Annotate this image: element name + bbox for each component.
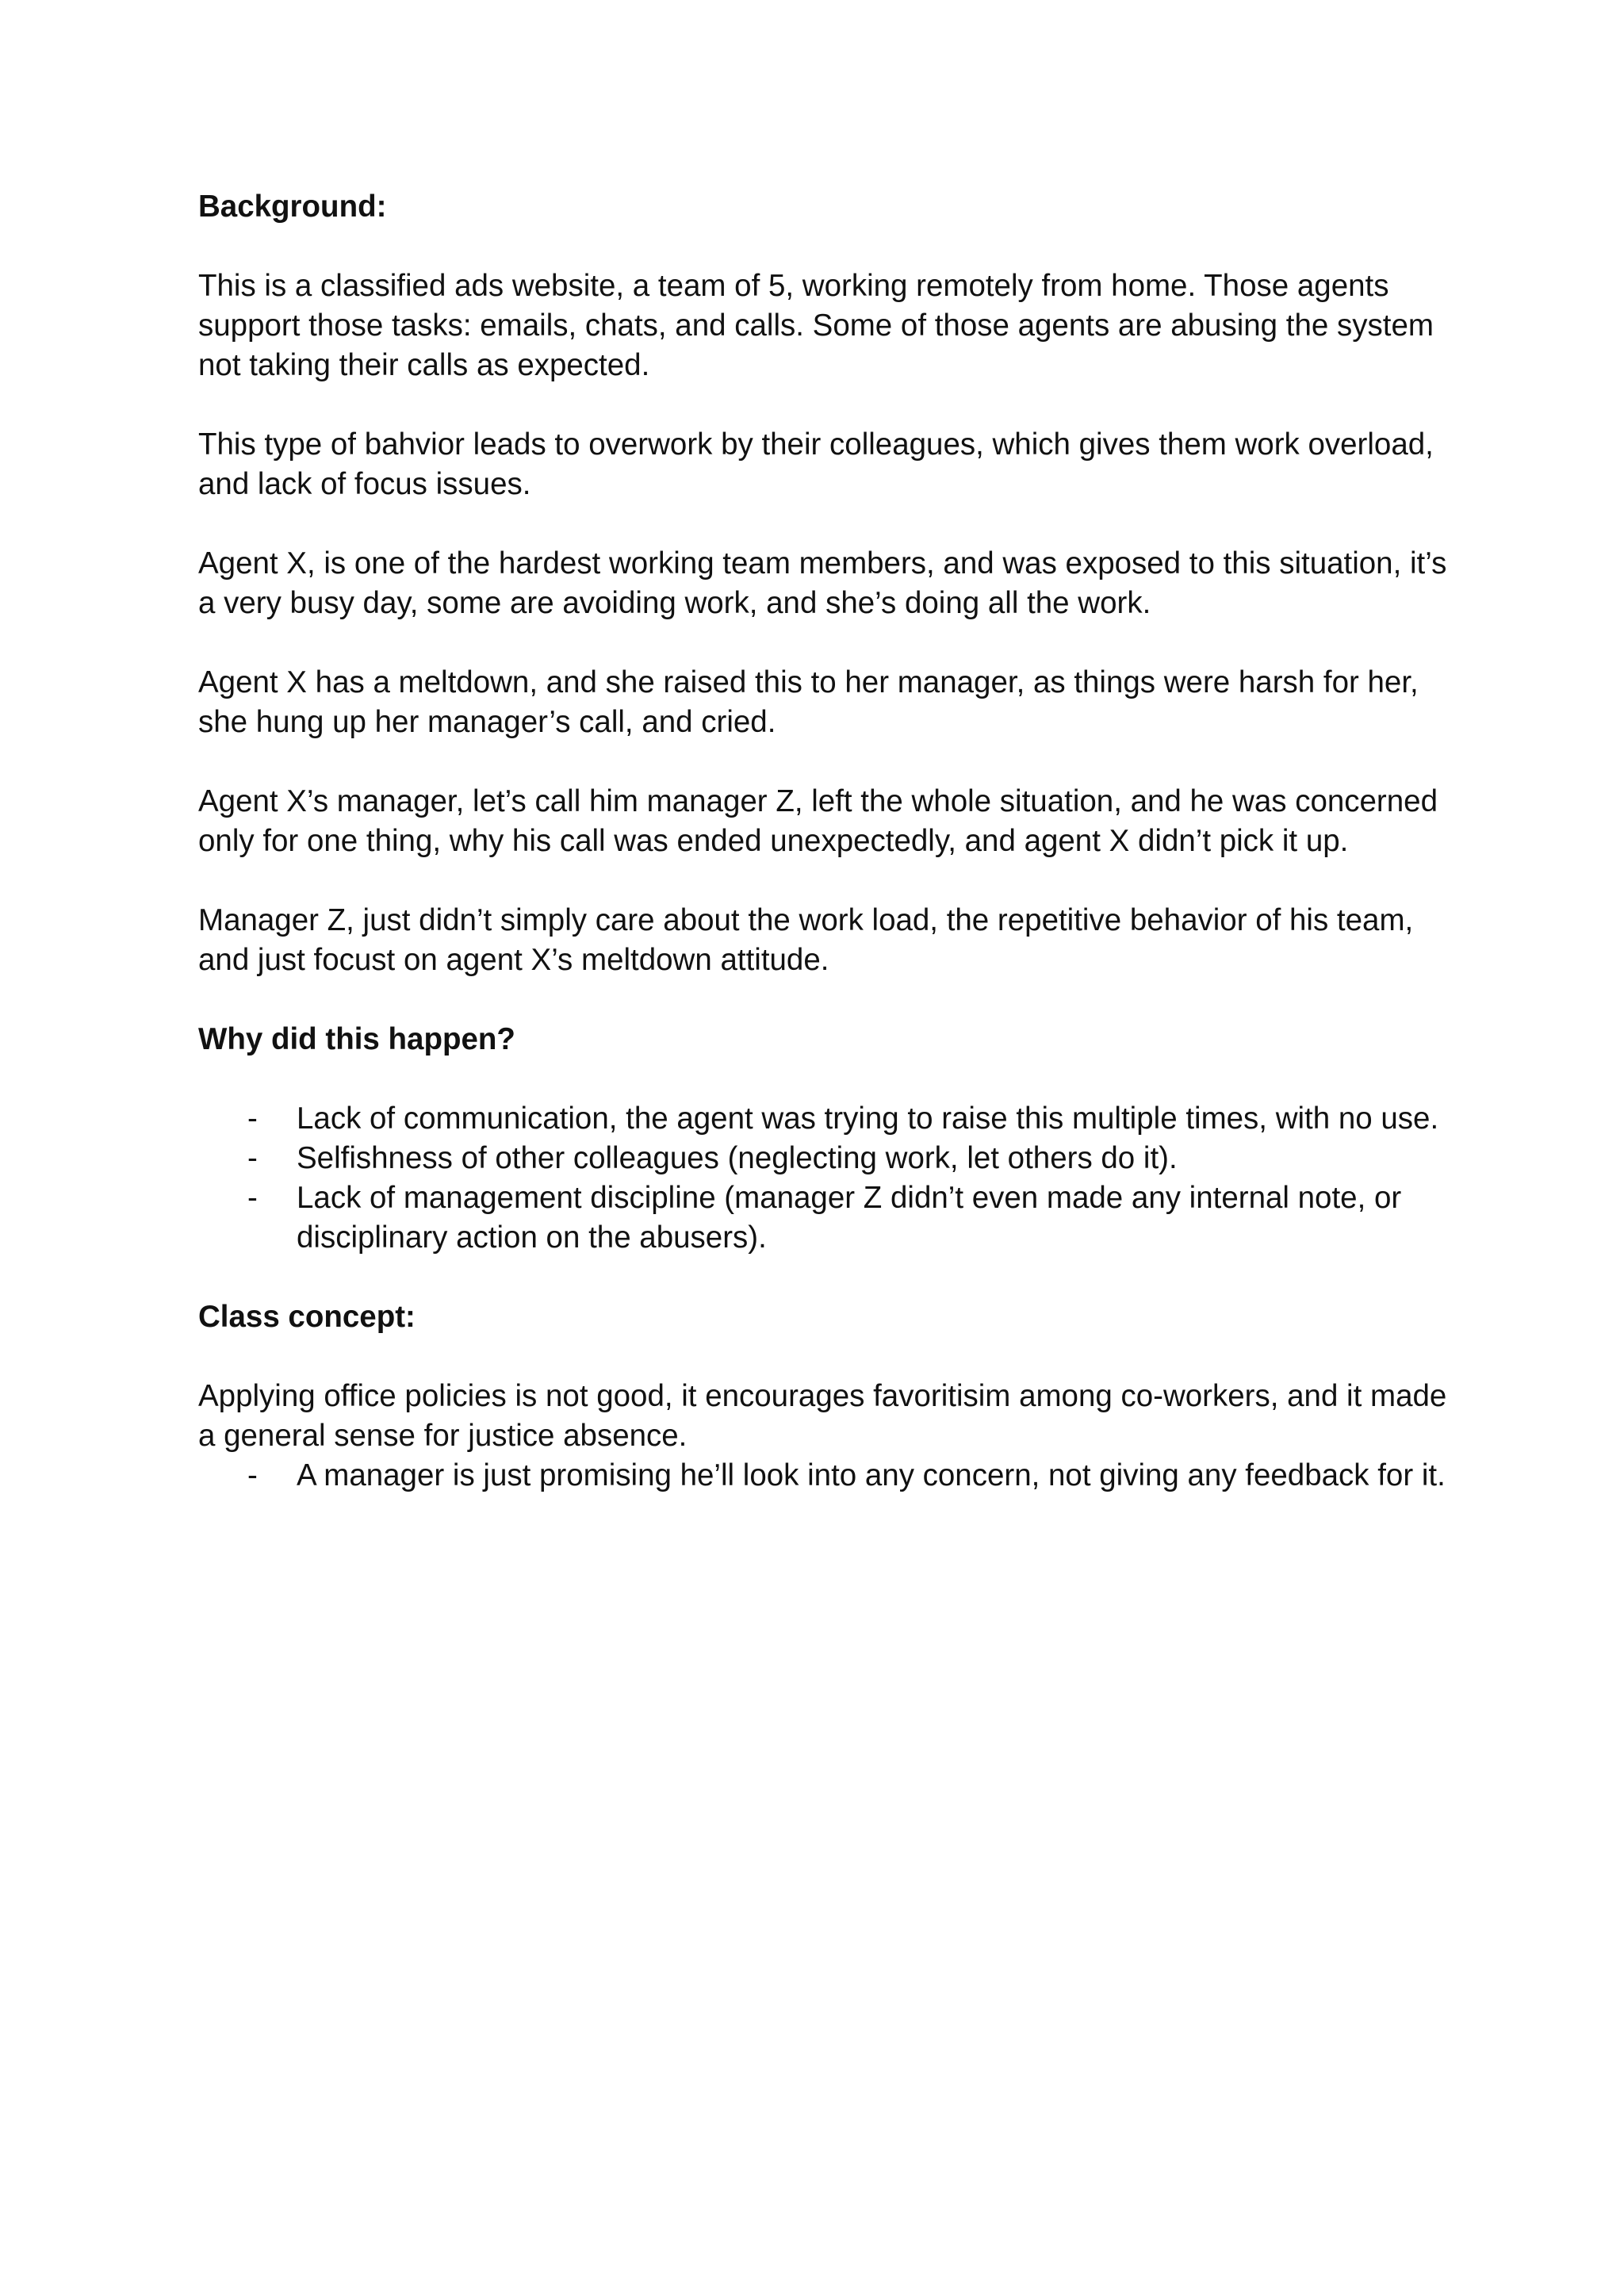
bullet-marker: - [247, 1458, 258, 1492]
paragraph-background-5: Agent X’s manager, let’s call him manager Z, left the whole situation, and he was concerned only for one thing, why his call was ended unexpectedly, and agent X didn’t pick it up. [198, 784, 1438, 858]
bullet-text: Lack of communication, the agent was trying to raise this multiple times, with no use. [297, 1102, 1439, 1136]
paragraph-background-1: This is a classified ads website, a team of 5, working remotely from home. Those agents support those tasks: emails, chats, and calls. Some of those agents are abusing the system not taking their calls as expected. [198, 269, 1434, 382]
paragraph-background-3: Agent X, is one of the hardest working team members, and was exposed to this situation, it’s a very busy day, some are avoiding work, and she’s doing all the work. [198, 546, 1447, 620]
list-item [198, 1099, 1467, 1139]
list-item [198, 1456, 1467, 1496]
heading-class-concept: Class concept: [198, 1300, 416, 1334]
bullet-text: Lack of management discipline (manager Z didn’t even made any internal note, or disciplinary action on the abusers). [297, 1181, 1402, 1255]
document-body [198, 187, 1467, 1496]
heading-background: Background: [198, 190, 387, 224]
paragraph-background-4: Agent X has a meltdown, and she raised this to her manager, as things were harsh for her, she hung up her manager’s call, and cried. [198, 665, 1419, 739]
paragraph-background-6: Manager Z, just didn’t simply care about the work load, the repetitive behavior of his team, and just focust on agent X’s meltdown attitude. [198, 903, 1414, 977]
bullet-marker: - [247, 1181, 258, 1215]
paragraph-background-2: This type of bahvior leads to overwork by their colleagues, which gives them work overload, and lack of focus issues. [198, 427, 1434, 501]
class-concept-bullet-list [198, 1456, 1467, 1496]
list-item [198, 1139, 1467, 1178]
heading-why: Why did this happen? [198, 1022, 515, 1056]
bullet-marker: - [247, 1102, 258, 1136]
paragraph-class-concept: Applying office policies is not good, it encourages favoritisim among co-workers, and it made a general sense for justice absence. [198, 1379, 1447, 1453]
bullet-text: A manager is just promising he’ll look into any concern, not giving any feedback for it. [297, 1458, 1446, 1492]
list-item [198, 1178, 1467, 1258]
bullet-text: Selfishness of other colleagues (neglecting work, let others do it). [297, 1141, 1178, 1175]
bullet-marker: - [247, 1141, 258, 1175]
why-bullet-list [198, 1099, 1467, 1258]
